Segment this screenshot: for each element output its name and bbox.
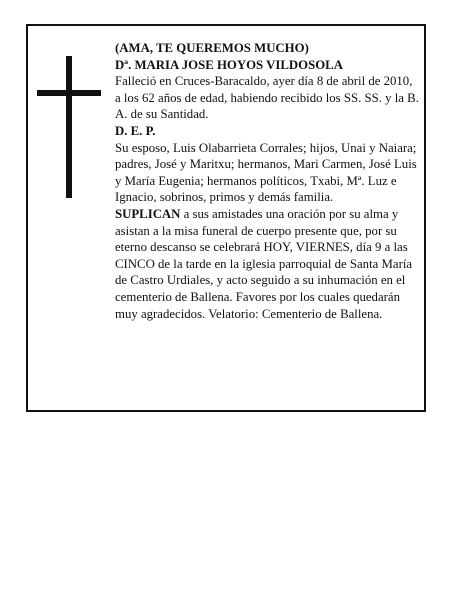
family-list: Su esposo, Luis Olabarrieta Corrales; hijos, Unai y Naiara; padres, José y Maritxu; hermanos, Mari Carmen, José Luis y María Eugenia; hermanos políticos, Txabi, Mª. Luz e Ignacio, sobrinos, primos y demás familia.	[115, 140, 417, 205]
cross-icon	[37, 56, 101, 198]
request-lead: SUPLICAN	[115, 206, 181, 221]
obituary-notice	[26, 24, 426, 412]
cross-horizontal-bar	[37, 90, 101, 96]
deceased-name: Dª. MARIA JOSE HOYOS VILDOSOLA	[115, 57, 343, 72]
death-statement: Falleció en Cruces-Baracaldo, ayer día 8 de abril de 2010, a los 62 años de edad, habiendo recibido los SS. SS. y la B. A. de su Santidad.	[115, 74, 419, 122]
obituary-text	[115, 40, 421, 322]
dep-line: D. E. P.	[115, 123, 156, 138]
funeral-request	[115, 206, 421, 322]
notice-header: (AMA, TE QUEREMOS MUCHO)	[115, 41, 309, 55]
cross-vertical-bar	[66, 56, 72, 198]
request-body: a sus amistades una oración por su alma y asistan a la misa funeral de cuerpo presente que, por su eterno descanso se celebrará HOY, VIERNES, día 9 a las CINCO de la tarde en la iglesia parroquial de Santa María de Castro Urdiales, y acto seguido a su inhumación en el cementerio de Ballena. Favores por los cuales quedarán muy agradecidos. Velatorio: Cementerio de Ballena.	[115, 206, 413, 321]
